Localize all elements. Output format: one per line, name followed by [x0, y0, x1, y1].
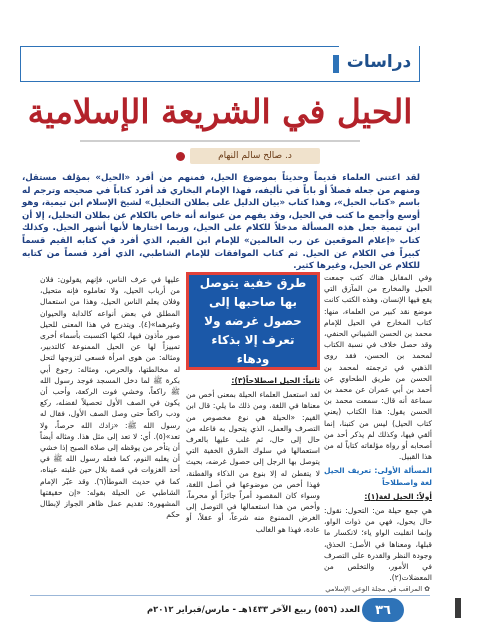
column-right-paragraph-2: هي جمع حيلة من: التحول: نقول: حال يحول، فهي من ذوات الواو، وإنما انقلبت الواو ياء؛ لانكسار ما قبلها، ومعناها في الأصل: الحذق، وجودة النظر والقدرة على التصرف في الأمور، والتخلص من المعضلات(٢). [324, 506, 432, 583]
author-bullet-icon [176, 152, 185, 161]
page-edge-strip [455, 598, 461, 618]
author-name: د. صالح سالم النهام [190, 148, 320, 164]
article-title: الحيل في الشريعة الإسلامية [27, 92, 413, 131]
page-number: ٣٦ [362, 598, 404, 622]
footer-divider [30, 595, 430, 596]
column-right [324, 272, 432, 586]
column-left-paragraph: عليها في عرف الناس، فإنهم يقولون: فلان من أرباب الحيل، ولا تعاملوه فإنه متحيل، وفلان يعلم الناس الحيل، وهذا من استعمال المطلق في بعض أنواعه كالدابة والحيوان وغيرهما»(٤). ويتدرج في هذا المعنى للحيل صور مأذون فيها، لكنها اكتسبت بأسماء أخرى تمييزاً لها عن الحيل الممنوعة كالتدبير، ومثاله: من هوى امرأة فسعى لتزوجها لتحل له مخالطتها، والحرص، ومثاله: رجوع أبي بكرة ﷺ لما دخل المسجد فوجد رسول الله ﷺ راكعاً، وخشي فوت الركعة، وأحب أن يكون في الصف الأول تحصيلاً لفضله، ركع ودب راكعاً حتى وصل الصف الأول، فقال له رسول الله ﷺ: «زادك الله حرصاً، ولا تعد»(٥). أي: لا تعد إلى مثل هذا. ومثاله أيضاً أن يتأخر من يوقظه إلى صلاة الصبح إذا خشي أن يغلبه النوم، كما فعله رسول الله ﷺ في أحد الغزوات في قصة بلال حين غلبته عيناه، كما في حديث الموطأ(٦). وقد عبّر الإمام الشاطبي عن الحيلة بقوله: «إن حقيقتها المشهورة: تقديم عمل ظاهر الجواز لإبطال حكم [40, 275, 181, 520]
section-heading-definition: المسألة الأولى: تعريف الحيل لغة واصطلاحاً [324, 466, 432, 487]
section-label: دراسات [339, 46, 419, 78]
issue-info: العدد (٥٥٦) ربيع الآخر ١٤٣٣هـ - مارس/فبراير ٢٠١٢م [146, 604, 360, 614]
subheading-linguistic: أولاً: الحيل لغة(١): [364, 491, 432, 501]
article-intro: لقد اعتنى العلماء قديماً وحديثاً بموضوع الحيل، فمنهم من أفرد «الحيل» بمؤلف مستقل، ومنهم من جعله فصلاً أو باباً في تأليفه، فهذا الإمام البخاري قد أفرد كتاباً في صحيحه وترجم له باسم «كتاب الحيل»، وهذا كتاب «بيان الدليل على بطلان التحليل» لشيخ الإسلام ابن تيمية، وهو أوسع وأجمع ما كتب في الحيل، وقد يفهم من عنوانه أنه خاص بالكلام عن بطلان التحليل، إلا أن ابن تيمية جعل هذه المسألة مدخلاً للكلام على الحيل، وربما اختارها لأنها أشهر الحيل. وكذلك كتاب «إعلام الموقعين عن رب العالمين» للإمام ابن القيم، الذي أفرد في كتابه القيم قسماً كبيراً في الكلام عن الحيل. ثم كتاب الموافقات للإمام الشاطبي، الذي أفرد قسماً من كتابه للكلام عن الحيل، وغيرها كثير. [22, 173, 420, 272]
column-right-paragraph: وفي المقابل هناك كتب جمعت الحيل والمخارج من المآزق التي يقع فيها الإنسان، وهذه الكتب كانت موضع نقد كبير من العلماء، منها: كتاب المخارج في الحيل للإمام محمد بن الحسن الشيباني الحنفي، وقد حصل خلاف في نسبة الكتاب لمحمد بن الحسن، فقد روى الذهبي في ترجمته لمحمد بن الحسن من طريق الطحاوي عن أحمد بن أبي عمران عن محمد بن سماعة أنه قال: سمعت محمد بن الحسن يقول: هذا الكتاب (يعني كتاب الحيل) ليس من كتبنا، إنما ألقي فيها، وكذلك لم يذكر أحد من أصحابه أو رواة مؤلفاته كتاباً له من هذا القبيل. [324, 273, 432, 462]
pull-quote: طرق خفية يتوصل بها صاحبها إلى حصول غرضه ولا تعرف إلا بذكاء ودهاء [186, 272, 320, 370]
subheading-technical: ثانياً: الحيل اصطلاحاً(٣): [231, 376, 320, 385]
title-divider [80, 140, 360, 142]
footnote: ✿ المراقب في مجلة الوعي الإسلامي [325, 585, 430, 593]
column-left [40, 274, 180, 523]
column-middle [186, 375, 320, 538]
section-header [20, 46, 420, 82]
column-middle-paragraph: لقد استعمل العلماء الحيلة بمعنى أخص من معناها في اللغة، ومن ذلك ما يلي: قال ابن القيم: «الحيلة هي نوع مخصوص من التصرف والعمل، الذي يتحول به فاعله من حال إلى حال، ثم غلب عليها بالعرف استعمالها في سلوك الطرق الخفية التي يتوصل بها الرجل إلى حصول غرضه، بحيث لا يتفطن له إلا بنوع من الذكاء والفطنة، فهذا أخص من موضوعها في أصل اللغة، وسواء كان المقصود أمراً جائزاً أو محرماً، وأخص من هذا استعمالها في التوصل إلى الغرض الممنوع منه شرعاً، أو عقلاً، أو عادة، فهذا هو الغالب [186, 390, 320, 534]
